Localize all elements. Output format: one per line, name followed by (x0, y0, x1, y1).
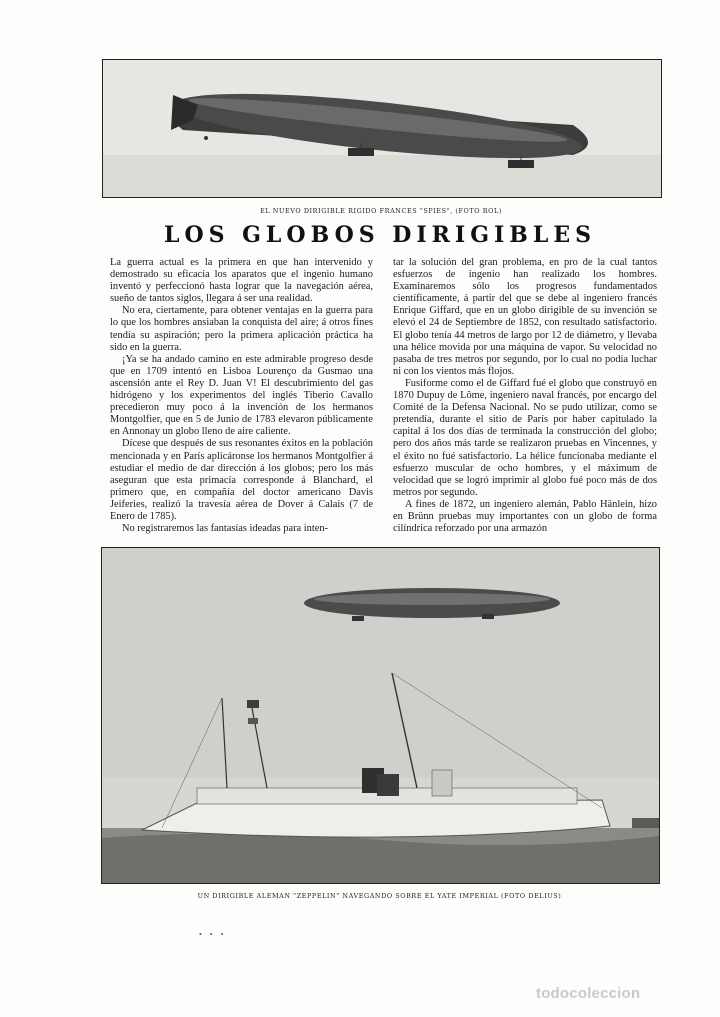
article-column-right (393, 257, 657, 542)
paragraph-7: Fusiforme como el de Giffard fué el globo que construyó en 1870 Dupuy de Lôme, ingeniero naval francés, por encargo del Comité de la Defensa Nacional. No se pudo utilizar, como se pretendía, durante el sitio de París por haber capitulado la capital á los dos días de terminada la construcción del globo; pero dos años más tarde se realizaron pruebas en Vincennes, y el éxito no fué satisfactorio. La hélice funcionaba mediante el esfuerzo muscular de ocho hombres, y el máximum de velocidad que se logró imprimir al globo fué poco más de dos metros por segundo. (393, 377, 657, 498)
paragraph-8: A fines de 1872, un ingeniero alemán, Pablo Hänlein, hizo en Brünn pruebas muy importantes con un globo de forma cilíndrica reforzado por una armazón (393, 498, 657, 535)
article-column-left (110, 257, 373, 542)
zeppelin-yacht-image (102, 548, 659, 883)
paragraph-4: Dícese que después de sus resonantes éxitos en la población mencionada y en París aplicáronse los hermanos Montgolfier á estudiar el medio de dar dirección á los globos; pero los más aseguran que esta primacía corresponde á Blanchard, el primero que, en compañía del doctor americano Davis Jeiferies, realizó la travesía aérea de Dover á Calais (7 de Enero de 1785). (110, 438, 373, 522)
page-title: LOS GLOBOS DIRIGIBLES (163, 222, 597, 248)
paragraph-5: No registraremos las fantasías ideadas para inten- (122, 523, 329, 535)
paragraph-3: ¡Ya se ha andado camino en este admirable progreso desde que en 1709 intentó en Lisboa Lourenço da Gusmao una ascensión ante el Rey D. Juan V! El descubrimiento del gas hidrógeno y los experimentos del inglés Tiberio Cavallo precedieron muy poco á la invención de los hermanos Montgolfier, que en 5 de Junio de 1783 elevaron públicamente en Annonay un globo lleno de aire caliente. (110, 353, 373, 438)
paragraph-1: La guerra actual es la primera en que han intervenido y demostrado su eficacia los aparatos que el ingenio humano inventó y perfeccionó hasta lograr que la navegación aérea, sueño de tantos siglos, llegara á ser una realidad. (110, 257, 373, 305)
page-folio: • • • (199, 930, 227, 939)
airship-spies-image (103, 60, 661, 197)
top-photo-caption: EL NUEVO DIRIGIBLE RIGIDO FRANCES "SPIES", (FOTO ROL) (260, 207, 502, 215)
paragraph-6: tar la solución del gran problema, en pro de la cual tantos esfuerzos de ingenio han realizado los hombres. Examinaremos sólo los progresos fundamentados científicamente, á partir del que se debe al ingeniero francés Enrique Giffard, que en un globo dirigible de su invención se elevó el 24 de Septiembre de 1852, con resultado satisfactorio. El globo tenía 44 metros de largo por 12 de diámetro, y llevaba una hélice movida por una máquina de vapor. Su velocidad no pasaba de tres metros por segundo, por lo cual no podía luchar ni con los vientos más flojos. (393, 257, 657, 377)
paragraph-2: No era, ciertamente, para obtener ventajas en la guerra para lo que los hombres ansiaban la conquista del aire; á otros fines tendía su aspiración; pero la primera aplicación práctica ha sido en la guerra. (110, 305, 373, 353)
bottom-photo-caption: UN DIRIGIBLE ALEMAN "ZEPPELIN" NAVEGANDO SOBRE EL YATE IMPERIAL (FOTO DELIUS) (197, 892, 562, 900)
bottom-zeppelin-photo (101, 547, 660, 884)
top-airship-photo (102, 59, 662, 198)
watermark-logo: todocoleccion (536, 985, 641, 1002)
